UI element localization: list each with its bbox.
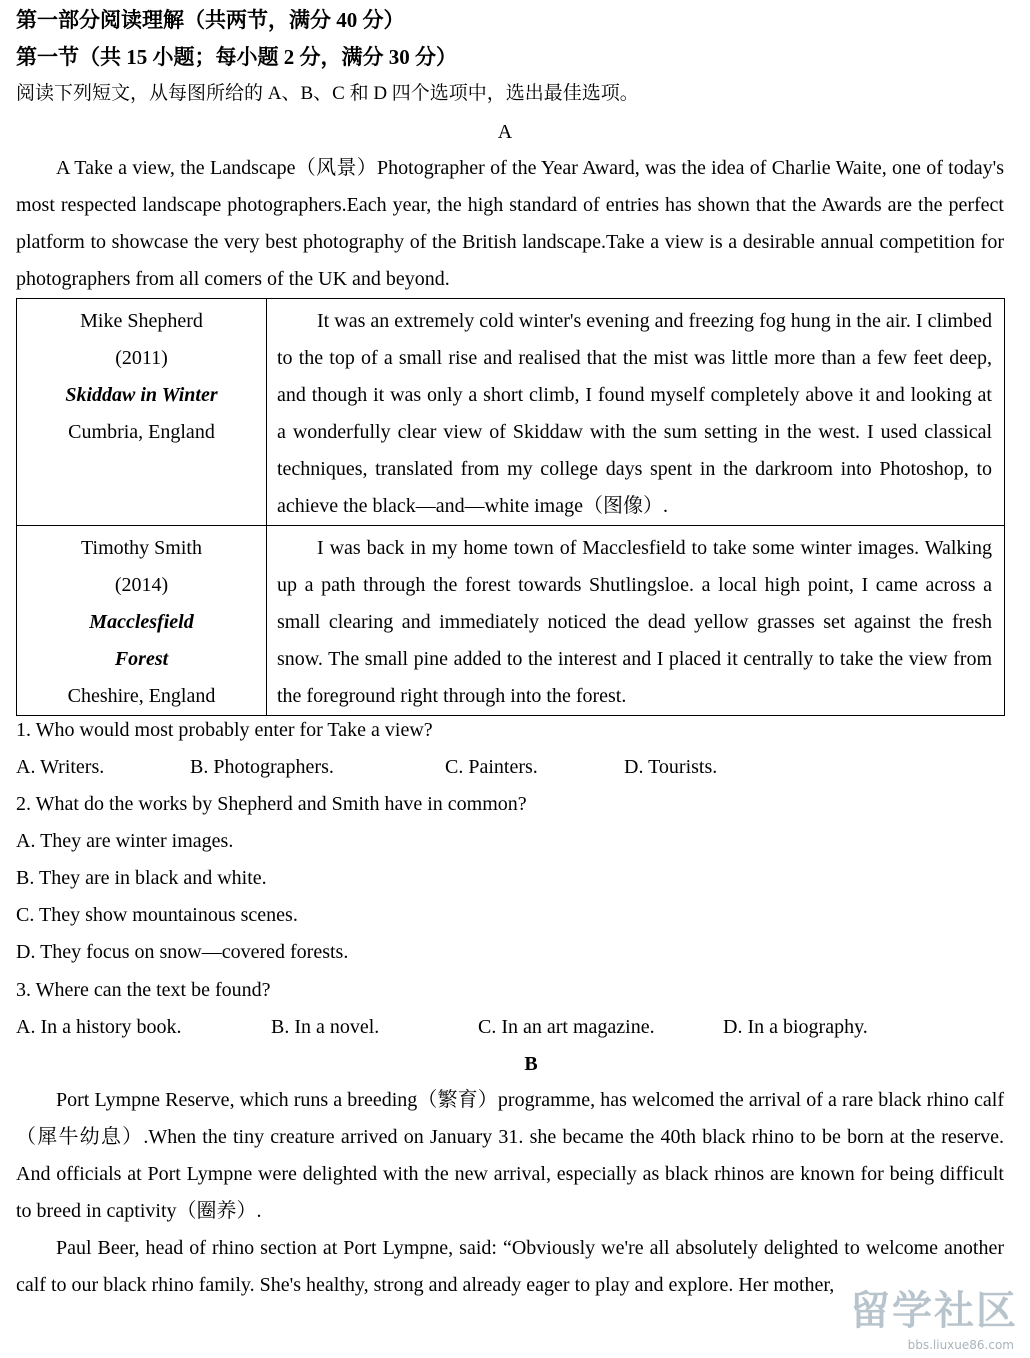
work-year: (2014) <box>114 574 169 596</box>
watermark-text: 留学社区 <box>850 1288 1018 1334</box>
option-b[interactable]: B. They are in black and white. <box>16 867 267 889</box>
passage-a-intro <box>16 150 1004 298</box>
question-stem: 1. Who would most probably enter for Take a view? <box>16 719 433 741</box>
passage-b-label: B <box>524 1053 538 1075</box>
option-b[interactable]: B. Photographers. <box>190 756 334 778</box>
option-c[interactable]: C. In an art magazine. <box>478 1016 655 1038</box>
work-row <box>17 526 1005 716</box>
photographer-name: Timothy Smith <box>81 537 202 559</box>
option-a[interactable]: A. They are winter images. <box>16 830 234 852</box>
option-a[interactable]: A. Writers. <box>16 756 105 778</box>
passage-b-paragraph-text: Port Lympne Reserve, which runs a breeding（繁育）programme, has welcomed the arrival of a rare black rhino calf（犀牛幼息）.When the tiny creature arrived on January 31. she became the 40th black rhino to be born at the reserve. And officials at Port Lympne were delighted with the new arrival, especially as black rhinos are known for being difficult to breed in captivity（圈养）. <box>16 1089 1004 1222</box>
question-stem: 3. Where can the text be found? <box>16 979 271 1001</box>
work-description-text: I was back in my home town of Macclesfield to take some winter images. Walking up a path through the forest towards Shutlingsloe. a local high point, I came across a small clearing and immediately noticed the dead yellow grasses set against the fresh snow. The small pine added to the interest and I placed it centrally to take the view from the foreground right through into the forest. <box>277 537 992 707</box>
section-title: 第一节（共 15 小题；每小题 2 分，满分 30 分） <box>16 45 457 69</box>
work-title: Macclesfield <box>89 611 194 633</box>
option-a[interactable]: A. In a history book. <box>16 1016 182 1038</box>
work-meta <box>17 299 267 526</box>
passage-a-intro-text: A Take a view, the Landscape（风景）Photographer of the Year Award, was the idea of Charlie Waite, one of today's most respected landscape photographers.Each year, the high standard of entries has shown that the Awards are the perfect platform to showcase the very best photography of the British landscape.Take a view is a desirable annual competition for photographers from all comers of the UK and beyond. <box>16 157 1004 290</box>
watermark-url: bbs.liuxue86.com <box>907 1338 1014 1352</box>
passage-b-paragraph-text: Paul Beer, head of rhino section at Port Lympne, said: “Obviously we're all absolutely delighted to welcome another calf to our black rhino family. She's healthy, strong and already eager to play and explore. Her mother, <box>16 1237 1004 1296</box>
option-c[interactable]: C. Painters. <box>445 756 538 778</box>
question-options <box>16 755 1006 779</box>
photographer-name: Mike Shepherd <box>80 310 203 332</box>
passage-b-paragraph <box>16 1082 1004 1230</box>
part-title: 第一部分阅读理解（共两节，满分 40 分） <box>16 8 405 32</box>
works-table <box>16 298 1005 716</box>
work-meta <box>17 526 267 716</box>
work-description-text: It was an extremely cold winter's evening and freezing fog hung in the air. I climbed to the top of a small rise and realised that the mist was little more than a few feet deep, and though it was only a short climb, I found myself completely above it and looking at a wonderfully clear view of Skiddaw with the sum setting in the west. I used classical techniques, translated from my college days spent in the darkroom into Photoshop, to achieve the black—and—white image（图像）. <box>277 310 992 517</box>
instruction: 阅读下列短文，从每图所给的 A、B、C 和 D 四个选项中，选出最佳选项。 <box>16 83 639 104</box>
work-place: Cheshire, England <box>67 685 216 707</box>
work-row <box>17 299 1005 526</box>
work-year: (2011) <box>115 347 168 369</box>
work-title-line2: Forest <box>114 648 169 670</box>
option-c[interactable]: C. They show mountainous scenes. <box>16 904 298 926</box>
question-options <box>16 1015 1006 1039</box>
option-d[interactable]: D. They focus on snow—covered forests. <box>16 941 349 963</box>
site-watermark <box>843 1288 1018 1352</box>
option-d[interactable]: D. In a biography. <box>723 1016 868 1038</box>
option-b[interactable]: B. In a novel. <box>271 1016 380 1038</box>
work-description <box>267 526 1005 716</box>
question-stem: 2. What do the works by Shepherd and Smith have in common? <box>16 793 527 815</box>
work-description <box>267 299 1005 526</box>
work-place: Cumbria, England <box>68 421 215 443</box>
work-title: Skiddaw in Winter <box>65 384 218 406</box>
passage-a-label: A <box>497 121 513 143</box>
option-d[interactable]: D. Tourists. <box>624 756 718 778</box>
